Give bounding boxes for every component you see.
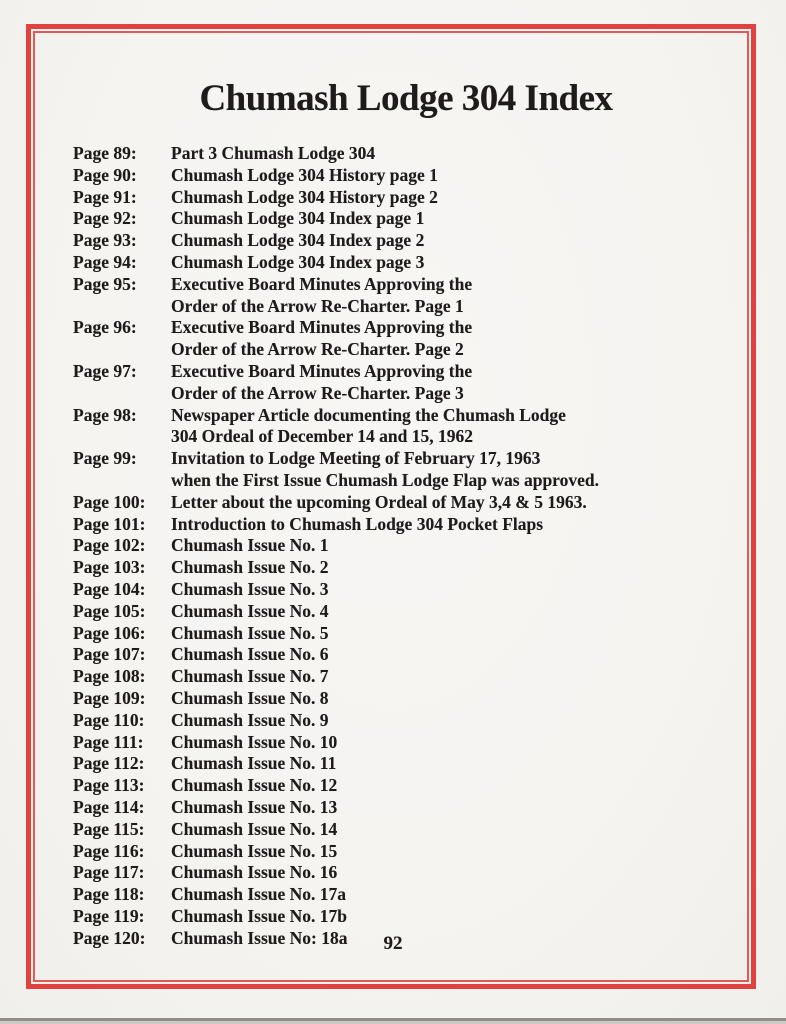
entry-page-label: Page 103: (73, 557, 146, 578)
index-entry (73, 710, 746, 732)
entry-description (171, 644, 746, 666)
entry-description (171, 884, 746, 906)
index-entry (73, 557, 746, 579)
entry-page-label: Page 97: (73, 360, 137, 381)
index-entry (73, 906, 746, 928)
index-entry (73, 666, 746, 688)
entry-page-label: Page 120: (73, 927, 146, 948)
entry-description (171, 579, 746, 601)
entry-page-label: Page 105: (73, 600, 146, 621)
entry-description (171, 187, 746, 209)
index-entry (73, 841, 746, 863)
entry-line: Chumash Issue No. 2 (171, 557, 329, 578)
entry-line: Chumash Lodge 304 Index page 3 (171, 251, 425, 272)
entry-description (171, 688, 746, 710)
entry-page-label: Page 109: (73, 687, 146, 708)
index-entry (73, 187, 746, 209)
entry-description (171, 208, 746, 230)
index-entry (73, 252, 746, 274)
index-entry (73, 165, 746, 187)
entry-description (171, 601, 746, 623)
entry-page-label: Page 92: (73, 208, 137, 229)
entry-page-label: Page 94: (73, 251, 137, 272)
index-entry (73, 601, 746, 623)
entry-page-label: Page 107: (73, 644, 146, 665)
index-entry (73, 274, 746, 318)
entry-line: Chumash Issue No. 17b (171, 905, 348, 926)
entry-page-label: Page 111: (73, 731, 144, 752)
entry-description (171, 797, 746, 819)
entry-line: Chumash Issue No. 13 (171, 796, 338, 817)
entry-page-label: Page 91: (73, 186, 137, 207)
index-entry (73, 143, 746, 165)
entry-line: Chumash Issue No. 11 (171, 753, 337, 774)
entry-line: Chumash Issue No. 12 (171, 775, 338, 796)
entry-page-label: Page 116: (73, 840, 145, 861)
entry-line: Order of the Arrow Re-Charter. Page 2 (171, 339, 464, 360)
entry-line: 304 Ordeal of December 14 and 15, 1962 (171, 426, 474, 447)
entry-description (171, 317, 746, 361)
entry-line: Chumash Issue No. 14 (171, 818, 338, 839)
entry-page-label: Page 93: (73, 230, 137, 251)
entry-line: Chumash Issue No. 6 (171, 644, 329, 665)
entry-line: Introduction to Chumash Lodge 304 Pocket Flaps (171, 513, 544, 534)
entry-line: Chumash Issue No. 7 (171, 666, 329, 687)
entry-description (171, 753, 746, 775)
index-entry (73, 208, 746, 230)
index-entry (73, 753, 746, 775)
entry-description (171, 557, 746, 579)
entry-line: Chumash Issue No. 10 (171, 731, 338, 752)
entry-description (171, 623, 746, 645)
entry-description (171, 906, 746, 928)
entry-line: Chumash Issue No. 16 (171, 862, 338, 883)
entry-line: Chumash Issue No. 9 (171, 709, 329, 730)
index-entry (73, 405, 746, 449)
index-entry (73, 732, 746, 754)
entry-line: Chumash Issue No. 17a (171, 884, 347, 905)
index-entry (73, 448, 746, 492)
entry-description (171, 862, 746, 884)
entry-description (171, 448, 746, 492)
index-entry (73, 688, 746, 710)
entry-line: Chumash Lodge 304 Index page 2 (171, 230, 425, 251)
index-entry (73, 317, 746, 361)
index-entry (73, 492, 746, 514)
page-title: Chumash Lodge 304 Index (199, 77, 613, 119)
entry-line: Chumash Issue No: 18a (171, 927, 348, 948)
entry-line: Executive Board Minutes Approving the (171, 317, 473, 338)
entry-line: Order of the Arrow Re-Charter. Page 1 (171, 295, 464, 316)
entry-page-label: Page 114: (73, 796, 145, 817)
index-entry (73, 623, 746, 645)
entry-page-label: Page 99: (73, 448, 137, 469)
entry-line: Chumash Issue No. 3 (171, 578, 329, 599)
entry-description (171, 710, 746, 732)
index-entry (73, 579, 746, 601)
index-entry (73, 361, 746, 405)
entry-line: Order of the Arrow Re-Charter. Page 3 (171, 382, 464, 403)
entry-page-label: Page 115: (73, 818, 145, 839)
entry-page-label: Page 96: (73, 317, 137, 338)
entry-line: Chumash Issue No. 8 (171, 687, 329, 708)
entry-description (171, 143, 746, 165)
entry-page-label: Page 100: (73, 491, 146, 512)
entry-line: Invitation to Lodge Meeting of February 17, 1963 (171, 448, 541, 469)
entry-description (171, 732, 746, 754)
index-entry (73, 775, 746, 797)
entry-page-label: Page 89: (73, 143, 137, 163)
entry-line: Chumash Issue No. 1 (171, 535, 329, 556)
entry-line: Chumash Lodge 304 History page 2 (171, 186, 438, 207)
index-entry (73, 819, 746, 841)
page-number: 92 (383, 933, 403, 954)
entry-line: Letter about the upcoming Ordeal of May 3,4 & 5 1963. (171, 491, 587, 512)
entry-description (171, 361, 746, 405)
entry-page-label: Page 117: (73, 862, 145, 883)
entry-description (171, 535, 746, 557)
entry-page-label: Page 113: (73, 775, 145, 796)
entry-description (171, 514, 746, 536)
entry-line: Chumash Issue No. 15 (171, 840, 338, 861)
entry-page-label: Page 118: (73, 884, 145, 905)
index-entry (73, 535, 746, 557)
entry-page-label: Page 104: (73, 578, 146, 599)
entry-description (171, 165, 746, 187)
entry-line: Chumash Issue No. 4 (171, 600, 329, 621)
entry-description (171, 252, 746, 274)
entry-page-label: Page 110: (73, 709, 145, 730)
entry-page-label: Page 102: (73, 535, 146, 556)
entry-line: Newspaper Article documenting the Chumash Lodge (171, 404, 566, 425)
index-entry (73, 230, 746, 252)
entry-page-label: Page 112: (73, 753, 145, 774)
index-entry (73, 514, 746, 536)
entry-page-label: Page 106: (73, 622, 146, 643)
entry-description (171, 274, 746, 318)
entry-page-label: Page 98: (73, 404, 137, 425)
entry-line: when the First Issue Chumash Lodge Flap was approved. (171, 469, 600, 490)
entry-page-label: Page 95: (73, 273, 137, 294)
entry-description (171, 819, 746, 841)
index-entry (73, 644, 746, 666)
index-entry (73, 862, 746, 884)
entry-description (171, 775, 746, 797)
index-entry (73, 884, 746, 906)
entry-line: Executive Board Minutes Approving the (171, 273, 473, 294)
index-list (73, 143, 746, 949)
entry-page-label: Page 108: (73, 666, 146, 687)
entry-line: Chumash Issue No. 5 (171, 622, 329, 643)
entry-description (171, 666, 746, 688)
entry-line: Executive Board Minutes Approving the (171, 360, 473, 381)
index-entry (73, 797, 746, 819)
entry-line: Chumash Lodge 304 Index page 1 (171, 208, 425, 229)
entry-page-label: Page 119: (73, 905, 145, 926)
entry-description (171, 405, 746, 449)
entry-line: Chumash Lodge 304 History page 1 (171, 164, 438, 185)
entry-page-label: Page 101: (73, 513, 146, 534)
entry-line: Part 3 Chumash Lodge 304 (171, 143, 376, 163)
entry-description (171, 841, 746, 863)
entry-description (171, 492, 746, 514)
entry-page-label: Page 90: (73, 164, 137, 185)
entry-description (171, 230, 746, 252)
